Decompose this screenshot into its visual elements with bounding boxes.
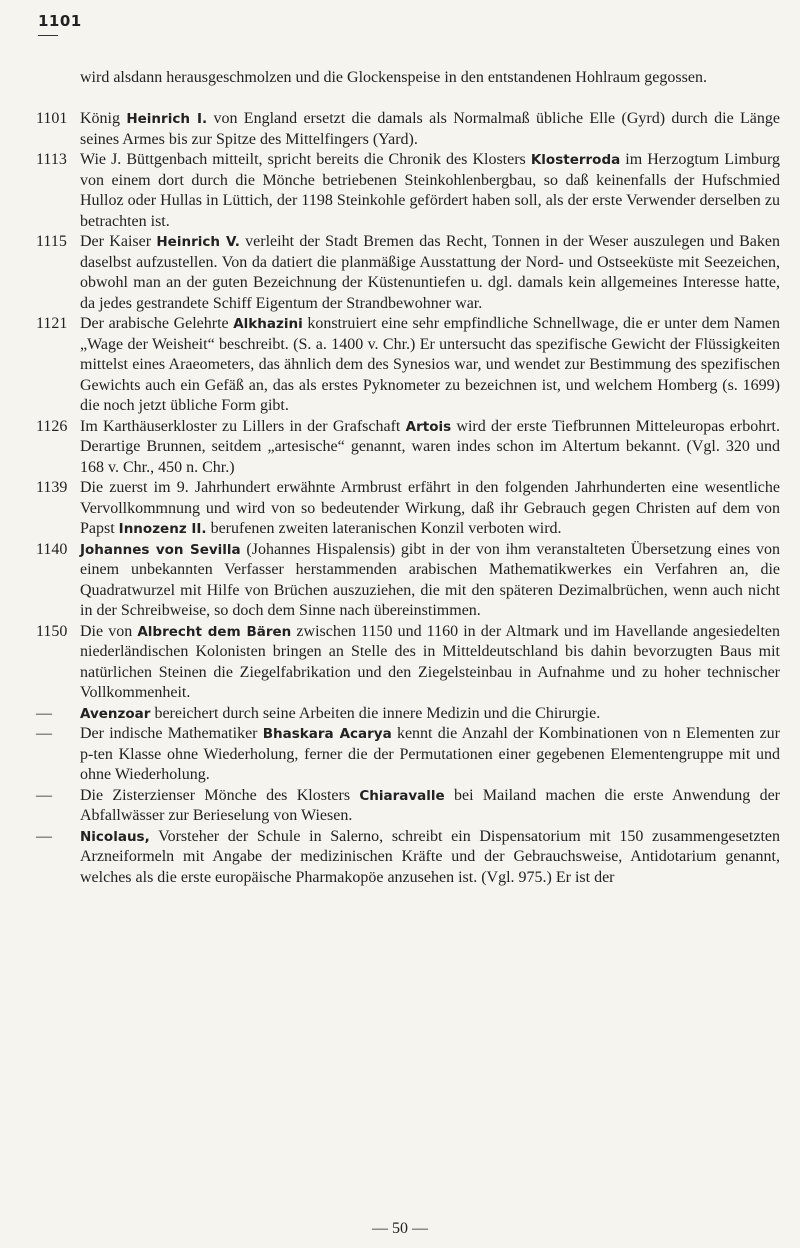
page-footer-number: — 50 — [372, 1220, 428, 1237]
entry-text [80, 232, 780, 314]
entry-year: — [36, 704, 52, 722]
entry-year: 1101 [36, 110, 68, 127]
entry-keyword: Alkhazini [233, 316, 303, 332]
entry-keyword: Johannes von Sevilla [80, 541, 241, 558]
entry-keyword: Heinrich V. [156, 234, 240, 250]
entry-year: 1139 [36, 479, 68, 496]
entry-text-segment: Die Zisterzienser Mönche des Klosters [80, 786, 360, 804]
entry-text-segment: (Johannes Hispalensis) gibt in der von ihm veranstalteten Übersetzung eines von einem unbekannten Verfasser herstammenden arabischen Mathematikwerkes ein Verfahren an, die Quadratwurzel mit Hilfe von Brüchen auszuziehen, die mit den späteren Dezimalbrüchen, wenn auch nicht in der Schreibweise, so doch dem Sinne nach übereinstimmen. [80, 540, 780, 619]
entry-text-segment: Die von [80, 622, 138, 640]
entry-year: — [36, 725, 52, 742]
chronology-entry [0, 478, 800, 540]
chronology-entry [0, 150, 800, 232]
entry-text-segment: kennt die Anzahl der Kombinationen von n Elementen zur p-ten Klasse ohne Wiederholung, ferner die der Permutationen einer gegebenen Elementengruppe mit und ohne Wiederholung. [80, 725, 781, 783]
entry-text [80, 786, 780, 827]
entry-keyword: Albrecht dem Bären [137, 623, 292, 640]
entry-text [80, 109, 780, 150]
entry-text-segment: von England ersetzt die damals als Normalmaß übliche Elle (Gyrd) durch die Länge seines Armes bis zur Spitze des Mittelfingers (Yard). [80, 110, 780, 148]
chronology-entry [0, 109, 800, 150]
continuation-paragraph: wird alsdann herausgeschmolzen und die Glockenspeise in den entstandenen Hohlraum gegossen. [80, 69, 707, 86]
entry-text-segment: Wie J. Büttgenbach mitteilt, spricht bereits die Chronik des Klosters [80, 151, 531, 168]
entry-text-segment: Der arabische Gelehrte [80, 315, 234, 332]
entry-year: 1126 [36, 417, 68, 435]
entry-text [80, 724, 780, 786]
entry-text-segment: Der indische Mathematiker [80, 725, 263, 742]
chronology-entry [0, 827, 800, 889]
header-rule [38, 35, 58, 36]
entry-text-segment: bereichert durch seine Arbeiten die innere Medizin und die Chirurgie. [150, 704, 601, 722]
entry-text [80, 314, 780, 417]
entry-text [80, 827, 780, 889]
entry-keyword: Chiaravalle [359, 787, 445, 804]
entry-keyword: Bhaskara Acarya [262, 726, 392, 742]
entry-year: 1113 [36, 151, 67, 168]
chronology-entry [0, 540, 800, 622]
entry-text-segment: König [80, 110, 127, 127]
entry-text [80, 417, 780, 479]
chronology-entry [0, 314, 800, 417]
entry-keyword: Innozenz II. [118, 521, 207, 537]
entry-keyword: Artois [405, 418, 452, 435]
entry-text-segment: bei Mailand machen die erste Anwendung der Abfallwässer zur Berieselung von Wiesen. [80, 786, 781, 824]
entry-year: 1150 [36, 622, 68, 640]
entry-text-segment: verleiht der Stadt Bremen das Recht, Tonnen in der Weser auszulegen und Baken daselbst aufzustellen. Von da datiert die planmäßige Ausstattung der Nord- und Ostseeküste mit Seezeichen, obwohl man an der guten Bezeichnung der Küstenuntiefen u. dgl. damals kein allgemeines Interesse hatte, da jedes gestrandete Schiff Eigentum der Strandbewohner war. [80, 233, 780, 312]
entry-keyword: Nicolaus, [80, 828, 150, 845]
entry-keyword: Klosterroda [530, 152, 621, 168]
entry-year: 1140 [36, 540, 68, 558]
entry-text [80, 540, 780, 622]
entry-text [80, 478, 780, 540]
chronology-entry [0, 724, 800, 786]
entry-keyword: Heinrich I. [126, 111, 208, 127]
entry-text-segment: Vorsteher der Schule in Salerno, schreibt ein Dispensatorium mit 150 zusammengesetzten Arzneiformeln mit Angabe der medizinischen Kräfte und der Gebrauchsweise, Antidotarium genannt, welches als die erste europäische Pharmakopöe anzusehen ist. (Vgl. 975.) Er ist der [80, 827, 780, 886]
entry-text [80, 704, 780, 725]
entry-year: — [36, 827, 52, 845]
entry-text-segment: konstruiert eine sehr empfindliche Schnellwage, die er unter dem Namen „Wage der Weisheit“ beschreibt. (S. a. 1400 v. Chr.) Er untersucht das spezifische Gewicht der Flüssigkeiten mittelst eines Araeometers, das ähnlich dem des Synesios war, und wendet zur Bestimmung des spezifischen Gewichts auch ein Gefäß an, das als erstes Pyknometer zu bezeichnen ist, und welchem Homberg (s. 1699) die noch jetzt übliche Form gibt. [80, 315, 781, 414]
chronology-entry [0, 622, 800, 704]
entry-text [80, 622, 780, 704]
entry-text-segment: Im Karthäuserkloster zu Lillers in der Grafschaft [80, 417, 406, 435]
entry-text-segment: Der Kaiser [80, 233, 157, 250]
chronology-entry [0, 417, 800, 479]
entry-text [80, 150, 780, 232]
entry-text-segment: im Herzogtum Limburg von einem dort durch die Mönche betriebenen Steinkohlenbergbau, so daß keinenfalls der Hufschmied Hulloz oder Hullas in Lüttich, der 1198 Steinkohle gefördert haben soll, als der erste Verwender derselben zu betrachten ist. [80, 151, 780, 230]
entry-year: 1121 [36, 315, 68, 332]
chronology-entry [0, 232, 800, 314]
entry-text-segment: Die zuerst im 9. Jahrhundert erwähnte Armbrust erfährt in den folgenden Jahrhunderten eine wesentliche Vervollkommnung und wird von so bedeutender Wirkung, daß ihr Gebrauch gegen Christen auf dem von Papst [80, 479, 780, 537]
chronology-entry [0, 704, 800, 725]
chronology-entries [0, 109, 800, 888]
entry-year: 1115 [36, 233, 67, 250]
entry-year: — [36, 786, 52, 804]
entry-text-segment: wird der erste Tiefbrunnen Mitteleuropas erbohrt. Derartige Brunnen, seitdem „artesische“ genannt, waren indes schon im Altertum bekannt. (Vgl. 320 und 168 v. Chr., 450 n. Chr.) [80, 417, 780, 476]
chronology-entry [0, 786, 800, 827]
entry-keyword: Avenzoar [80, 705, 151, 722]
entry-text-segment: berufenen zweiten lateranischen Konzil verboten wird. [206, 520, 562, 537]
running-header-page-number: 1101 [38, 12, 82, 30]
entry-text-segment: zwischen 1150 und 1160 in der Altmark und im Havellande angesiedelten niederländischen Kolonisten bringen an Stelle des in Mitteldeutschland bis dahin bevorzugten Baus mit natürlichen Steinen die Ziegelfabrikation und den Ziegelsteinbau in Aufnahme und zu hoher technischer Vollkommenheit. [80, 622, 781, 701]
